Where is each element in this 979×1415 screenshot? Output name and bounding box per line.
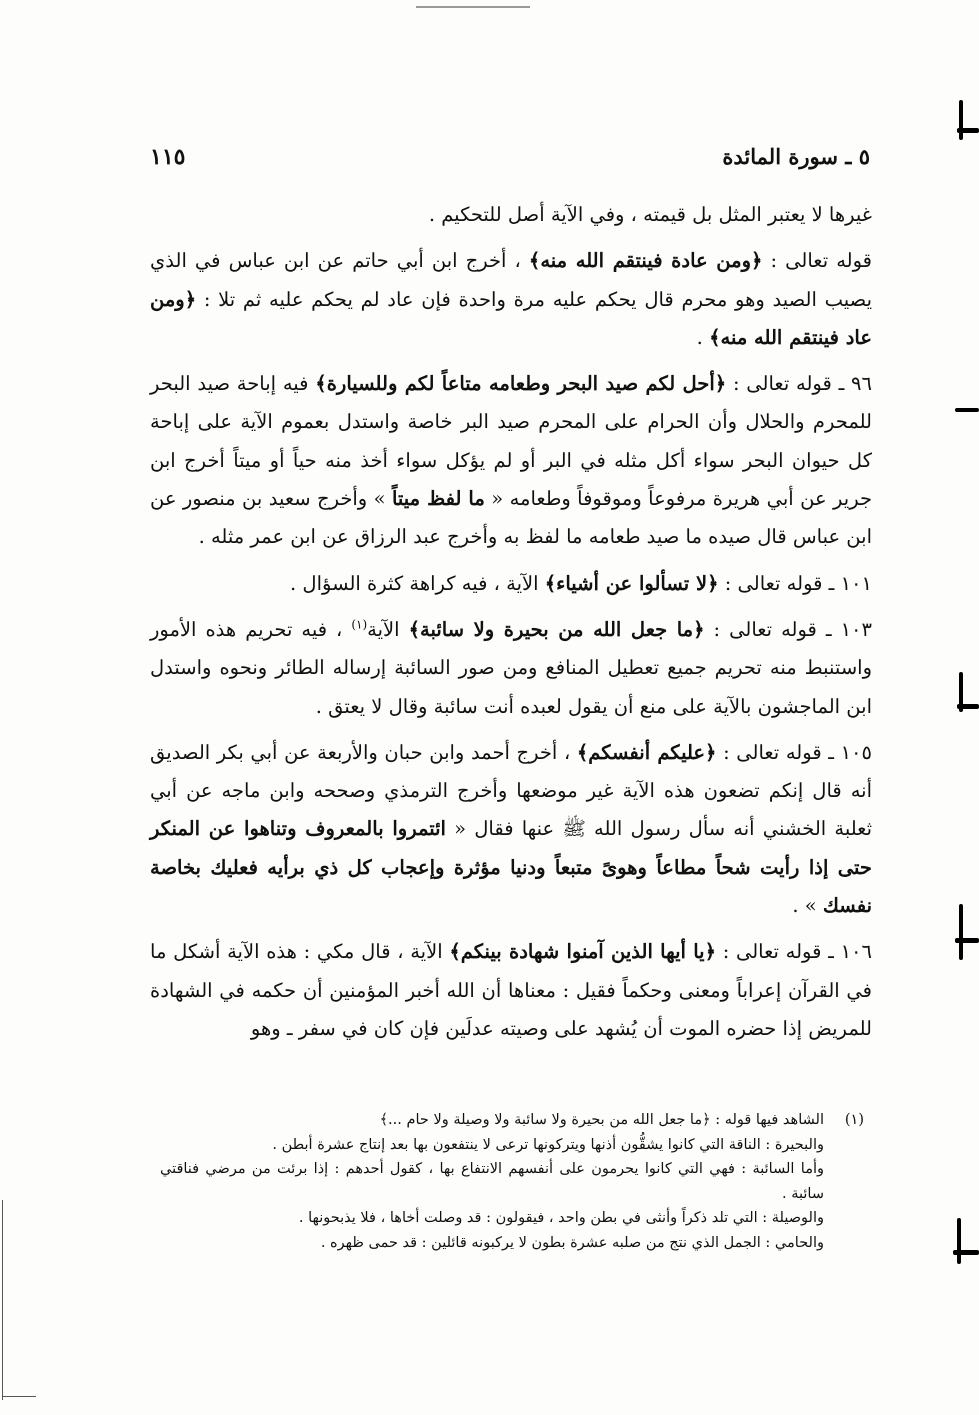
quoted-text: ائتمروا بالمعروف وتناهوا عن المنكر حتى إذا رأيت شحاً مطاعاً وهوىً متبعاً ودنيا مؤثرة وإعجاب كل ذي برأيه فعليك بخاصة نفسك [150,817,872,918]
scan-edge-line [2,1396,36,1397]
scan-margin-mark [957,1218,961,1264]
paragraph [150,365,872,556]
paragraph [150,242,872,357]
footnote-body [160,1133,864,1256]
footnotes [160,1108,864,1255]
text-segment: . [696,325,710,349]
quoted-text: ﴿ومن عاد فينتقم الله منه﴾ [150,287,872,349]
scan-margin-mark [959,100,963,140]
paragraph [150,933,872,1048]
quoted-text: ﴿يا أيها الذين آمنوا شهادة بينكم﴾ [449,940,717,964]
text-segment: ١٠٦ ـ قوله تعالى : [716,940,872,964]
text-segment: الآية ، قال مكي : هذه الآية أشكل ما في القرآن إعراباً ومعنى وحكماً فقيل : معناها أن الله أخبر المؤمنين أن حكمه في الشهادة للمريض إذا حضره الموت أن يُشهد على وصيته عدلَين فإن كان في سفر ـ وهو [150,940,872,1040]
text-segment: ، فيه تحريم هذه الأمور واستنبط منه تحريم جميع تعطيل المنافع ومن صور السائبة إرساله الطائر ونحوه واستدل ابن الماجشون بالآية على منع أن يقول لعبده أنت سائبة وقال لا يعتق . [150,617,872,718]
text-segment: ، أخرج ابن أبي حاتم عن ابن عباس في الذي يصيب الصيد وهو محرم قال يحكم عليه مرة واحدة فإن عاد لم يحكم عليه ثم تلا : [150,249,872,311]
footnote-reference: (١) [351,617,368,632]
text-segment: ، أخرج أحمد وابن حبان والأربعة عن أبي بكر الصديق أنه قال إنكم تضعون هذه الآية غير موضعها وأخرج الترمذي وصححه وابن ماجه عن أبي ثعلبة الخشني أنه سأل رسول الله ﷺ عنها فقال « [150,740,872,841]
footnote-line: والوصيلة : التي تلد ذكراً وأنثى في بطن واحد ، فيقولون : قد وصلت أخاها ، فلا يذبحونها . [298,1210,824,1226]
quoted-text: ما لفظ ميتاً [391,487,485,511]
footnote-text: الشاهد فيها قوله : ﴿ما جعل الله من بحيرة ولا سائبة ولا وصيلة ولا حام ...﴾ [379,1112,824,1128]
scan-margin-mark [959,672,963,712]
scan-edge-line [2,1200,3,1400]
scan-margin-mark [955,408,979,412]
footnote-first-line [160,1108,864,1133]
text-segment: » . [792,894,823,918]
paragraph [150,196,872,234]
text-segment: قوله تعالى : [762,249,872,273]
quoted-text: ﴿لا تسألوا عن أشياء﴾ [544,571,719,595]
text-segment: الآية [367,617,409,641]
footnote-line: والحامي : الجمل الذي نتج من صلبه عشرة بطون لا يركبونه قائلين : قد حمى ظهره . [320,1234,824,1251]
footnote-number: (١) [844,1112,864,1128]
top-scan-rule [416,6,530,8]
quoted-text: ﴿ومن عادة فينتقم الله منه﴾ [528,249,763,273]
text-segment: ١٠٣ ـ قوله تعالى : [704,617,872,641]
page-header [150,144,870,180]
text-segment: ١٠٥ ـ قوله تعالى : [716,740,872,764]
paragraph [150,565,872,603]
page-number: ١١٥ [150,144,186,170]
text-segment: ٩٦ ـ قوله تعالى : [726,372,872,396]
text-segment: غيرها لا يعتبر المثل بل قيمته ، وفي الآية أصل للتحكيم . [428,203,872,226]
text-segment: فيه إباحة صيد البحر للمحرم والحلال وأن الحرام على المحرم صيد البر خاصة واستدل بعموم الآية على إباحة كل حيوان البحر سواء أكل مثله في البر أو لم يؤكل سواء أخذ منه حياً أو ميتاً أخرج ابن جرير عن أبي هريرة مرفوعاً وموقوفاً وطعامه « [150,372,873,511]
footnote-line: والبحيرة : الناقة التي كانوا يشقُّون أذنها ويتركونها ترعى لا ينتفعون بها بعد إنتاج عشرة أبطن . [272,1136,824,1153]
running-head-surah: ٥ ـ سورة المائدة [722,144,870,169]
text-segment: » وأخرج سعيد بن منصور عن ابن عباس قال صيده ما صيد طعامه ما لفظ به وأخرج عبد الرزاق عن ابن عمر مثله . [150,487,872,549]
paragraph [150,734,872,925]
footnote-line: وأما السائبة : فهي التي كانوا يحرمون على أنفسهم الانتفاع بها ، كقول أحدهم : إذا برئت من مرضي فناقتي سائبة . [160,1161,824,1202]
scan-margin-mark [959,904,963,960]
main-text [150,196,872,1056]
text-segment: ١٠١ ـ قوله تعالى : [718,571,872,595]
quoted-text: ﴿عليكم أنفسكم﴾ [576,740,717,764]
text-segment: الآية ، فيه كراهة كثرة السؤال . [290,571,545,595]
paragraph [150,611,872,726]
quoted-text: ﴿أحل لكم صيد البحر وطعامه متاعاً لكم وللسيارة﴾ [315,372,727,396]
quoted-text: ﴿ما جعل الله من بحيرة ولا سائبة﴾ [408,617,705,641]
